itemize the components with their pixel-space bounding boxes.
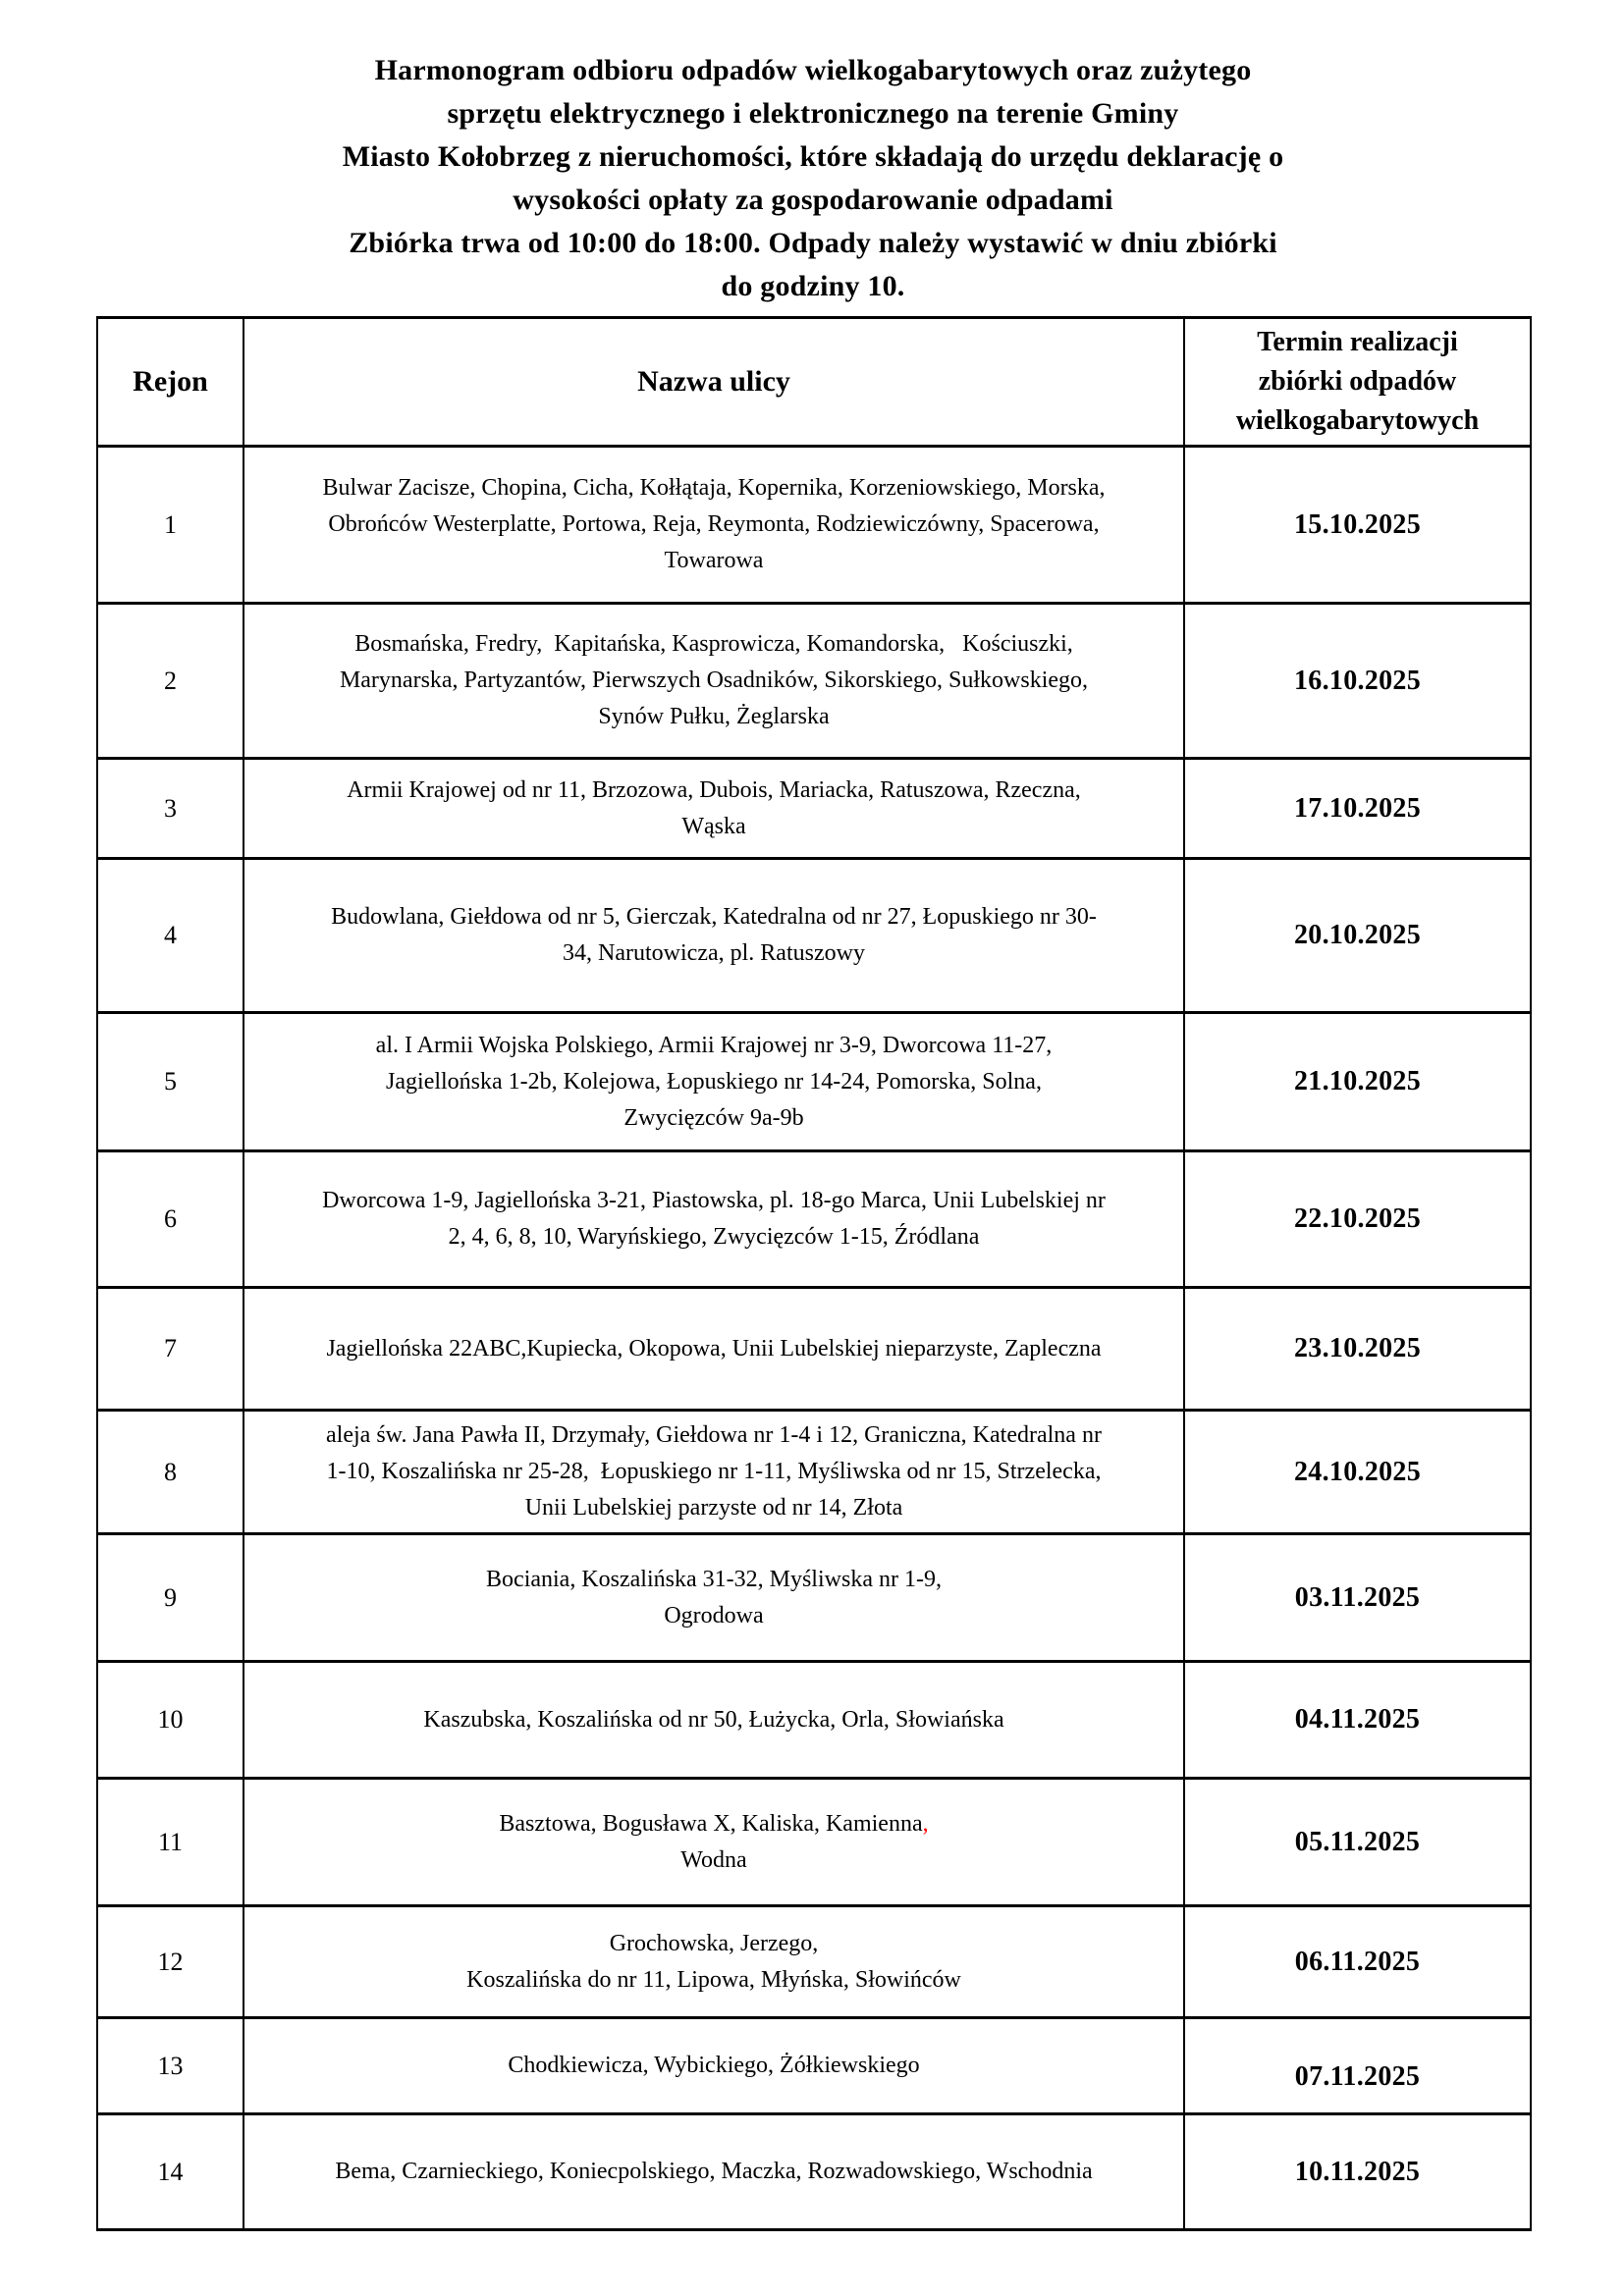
title-line: Harmonogram odbioru odpadów wielkogabarytowych oraz zużytego — [374, 54, 1252, 86]
street-line: Budowlana, Giełdowa od nr 5, Gierczak, Katedralna od nr 27, Łopuskiego nr 30- — [331, 904, 1097, 930]
table-row — [97, 2018, 1531, 2114]
table-row — [97, 1534, 1531, 1662]
streets-cell — [244, 2114, 1184, 2230]
date-cell: 03.11.2025 — [1184, 1534, 1531, 1662]
table-row — [97, 1779, 1531, 1906]
rejon-cell: 10 — [97, 1662, 244, 1779]
table-row — [97, 447, 1531, 604]
streets-cell — [244, 859, 1184, 1013]
title-line: Zbiórka trwa od 10:00 do 18:00. Odpady należy wystawić w dniu zbiórki — [349, 227, 1277, 259]
header-date-line: Termin realizacji — [1257, 327, 1458, 357]
streets-cell — [244, 759, 1184, 859]
table-row — [97, 1151, 1531, 1288]
header-row — [97, 318, 1531, 447]
street-line-segment: Basztowa, Bogusława X, Kaliska, Kamienna — [499, 1810, 923, 1837]
rejon-cell: 14 — [97, 2114, 244, 2230]
page-title — [96, 49, 1530, 308]
rejon-cell: 12 — [97, 1906, 244, 2018]
date-cell: 17.10.2025 — [1184, 759, 1531, 859]
street-line: Unii Lubelskiej parzyste od nr 14, Złota — [524, 1495, 903, 1521]
table-row — [97, 1906, 1531, 2018]
rejon-cell: 2 — [97, 604, 244, 759]
street-line — [258, 1806, 1169, 1842]
streets-cell — [244, 1779, 1184, 1906]
street-line: Jagiellońska 1-2b, Kolejowa, Łopuskiego nr 14-24, Pomorska, Solna, — [386, 1068, 1042, 1095]
schedule-table-body — [97, 447, 1531, 2230]
street-line: Armii Krajowej od nr 11, Brzozowa, Dubois, Mariacka, Ratuszowa, Rzeczna, — [347, 776, 1081, 803]
streets-cell — [244, 1288, 1184, 1411]
streets-cell — [244, 1013, 1184, 1151]
date-cell: 21.10.2025 — [1184, 1013, 1531, 1151]
date-cell: 04.11.2025 — [1184, 1662, 1531, 1779]
rejon-cell: 6 — [97, 1151, 244, 1288]
street-line: 1-10, Koszalińska nr 25-28, Łopuskiego nr 1-11, Myśliwska od nr 15, Strzelecka, — [326, 1459, 1102, 1484]
streets-cell — [244, 1662, 1184, 1779]
street-line: Towarowa — [664, 548, 764, 573]
streets-cell — [244, 2018, 1184, 2114]
street-line: Zwycięzców 9a-9b — [623, 1104, 804, 1131]
street-line: 34, Narutowicza, pl. Ratuszowy — [563, 940, 865, 966]
date-cell: 23.10.2025 — [1184, 1288, 1531, 1411]
title-line: do godziny 10. — [721, 270, 905, 302]
street-line: Bociania, Koszalińska 31-32, Myśliwska nr 1-9, — [486, 1566, 942, 1592]
schedule-table — [96, 316, 1532, 2231]
table-row — [97, 1411, 1531, 1534]
table-row — [97, 859, 1531, 1013]
date-cell: 10.11.2025 — [1184, 2114, 1531, 2230]
rejon-cell: 4 — [97, 859, 244, 1013]
date-cell: 07.11.2025 — [1184, 2018, 1531, 2114]
date-cell: 05.11.2025 — [1184, 1779, 1531, 1906]
title-line: Miasto Kołobrzeg z nieruchomości, które składają do urzędu deklarację o — [342, 140, 1284, 173]
date-cell: 24.10.2025 — [1184, 1411, 1531, 1534]
streets-cell — [244, 1151, 1184, 1288]
table-header — [97, 318, 1531, 447]
street-line: Chodkiewicza, Wybickiego, Żółkiewskiego — [508, 2053, 920, 2078]
streets-cell — [244, 447, 1184, 604]
street-line: Wąska — [681, 813, 746, 839]
street-line: Dworcowa 1-9, Jagiellońska 3-21, Piastowska, pl. 18-go Marca, Unii Lubelskiej nr — [322, 1188, 1106, 1213]
street-line: Jagiellońska 22ABC,Kupiecka, Okopowa, Unii Lubelskiej nieparzyste, Zapleczna — [326, 1335, 1102, 1362]
streets-cell — [244, 1411, 1184, 1534]
rejon-cell: 3 — [97, 759, 244, 859]
street-line: Koszalińska do nr 11, Lipowa, Młyńska, Słowińców — [466, 1966, 961, 1993]
table-row — [97, 2114, 1531, 2230]
streets-cell — [244, 604, 1184, 759]
rejon-cell: 7 — [97, 1288, 244, 1411]
table-row — [97, 1013, 1531, 1151]
streets-cell — [244, 1534, 1184, 1662]
rejon-cell: 11 — [97, 1779, 244, 1906]
street-line: Bulwar Zacisze, Chopina, Cicha, Kołłątaja, Kopernika, Korzeniowskiego, Morska, — [322, 475, 1106, 501]
street-line: Ogrodowa — [664, 1602, 764, 1629]
header-date-line: zbiórki odpadów — [1258, 366, 1457, 397]
table-row — [97, 1288, 1531, 1411]
rejon-cell: 1 — [97, 447, 244, 604]
table-row — [97, 759, 1531, 859]
header-rejon: Rejon — [97, 318, 244, 447]
date-cell: 20.10.2025 — [1184, 859, 1531, 1013]
streets-cell — [244, 1906, 1184, 2018]
header-streets: Nazwa ulicy — [244, 318, 1184, 447]
street-line: Kaszubska, Koszalińska od nr 50, Łużycka, Orla, Słowiańska — [423, 1706, 1004, 1733]
street-line: Marynarska, Partyzantów, Pierwszych Osadników, Sikorskiego, Sułkowskiego, — [339, 667, 1089, 693]
rejon-cell: 9 — [97, 1534, 244, 1662]
date-cell: 22.10.2025 — [1184, 1151, 1531, 1288]
table-row — [97, 1662, 1531, 1779]
street-line: Grochowska, Jerzego, — [609, 1930, 819, 1956]
street-line: Wodna — [680, 1846, 747, 1873]
rejon-cell: 13 — [97, 2018, 244, 2114]
street-line: Obrońców Westerplatte, Portowa, Reja, Reymonta, Rodziewiczówny, Spacerowa, — [328, 511, 1100, 537]
date-cell: 06.11.2025 — [1184, 1906, 1531, 2018]
street-line: Bosmańska, Fredry, Kapitańska, Kasprowicza, Komandorska, Kościuszki, — [354, 631, 1073, 657]
date-cell: 16.10.2025 — [1184, 604, 1531, 759]
date-cell: 15.10.2025 — [1184, 447, 1531, 604]
street-line: Bema, Czarnieckiego, Koniecpolskiego, Maczka, Rozwadowskiego, Wschodnia — [335, 2159, 1093, 2184]
table-row — [97, 604, 1531, 759]
title-line: wysokości opłaty za gospodarowanie odpadami — [513, 184, 1113, 216]
rejon-cell: 5 — [97, 1013, 244, 1151]
header-date-line: wielkogabarytowych — [1235, 405, 1480, 436]
street-line-red-segment: , — [922, 1810, 929, 1837]
header-date — [1184, 318, 1531, 447]
street-line: al. I Armii Wojska Polskiego, Armii Krajowej nr 3-9, Dworcowa 11-27, — [375, 1032, 1053, 1058]
street-line: Synów Pułku, Żeglarska — [598, 704, 830, 729]
street-line: aleja św. Jana Pawła II, Drzymały, Giełdowa nr 1-4 i 12, Graniczna, Katedralna nr — [326, 1422, 1102, 1448]
street-line: 2, 4, 6, 8, 10, Waryńskiego, Zwycięzców 1-15, Źródlana — [448, 1224, 980, 1250]
rejon-cell: 8 — [97, 1411, 244, 1534]
title-line: sprzętu elektrycznego i elektronicznego na terenie Gminy — [447, 97, 1179, 130]
